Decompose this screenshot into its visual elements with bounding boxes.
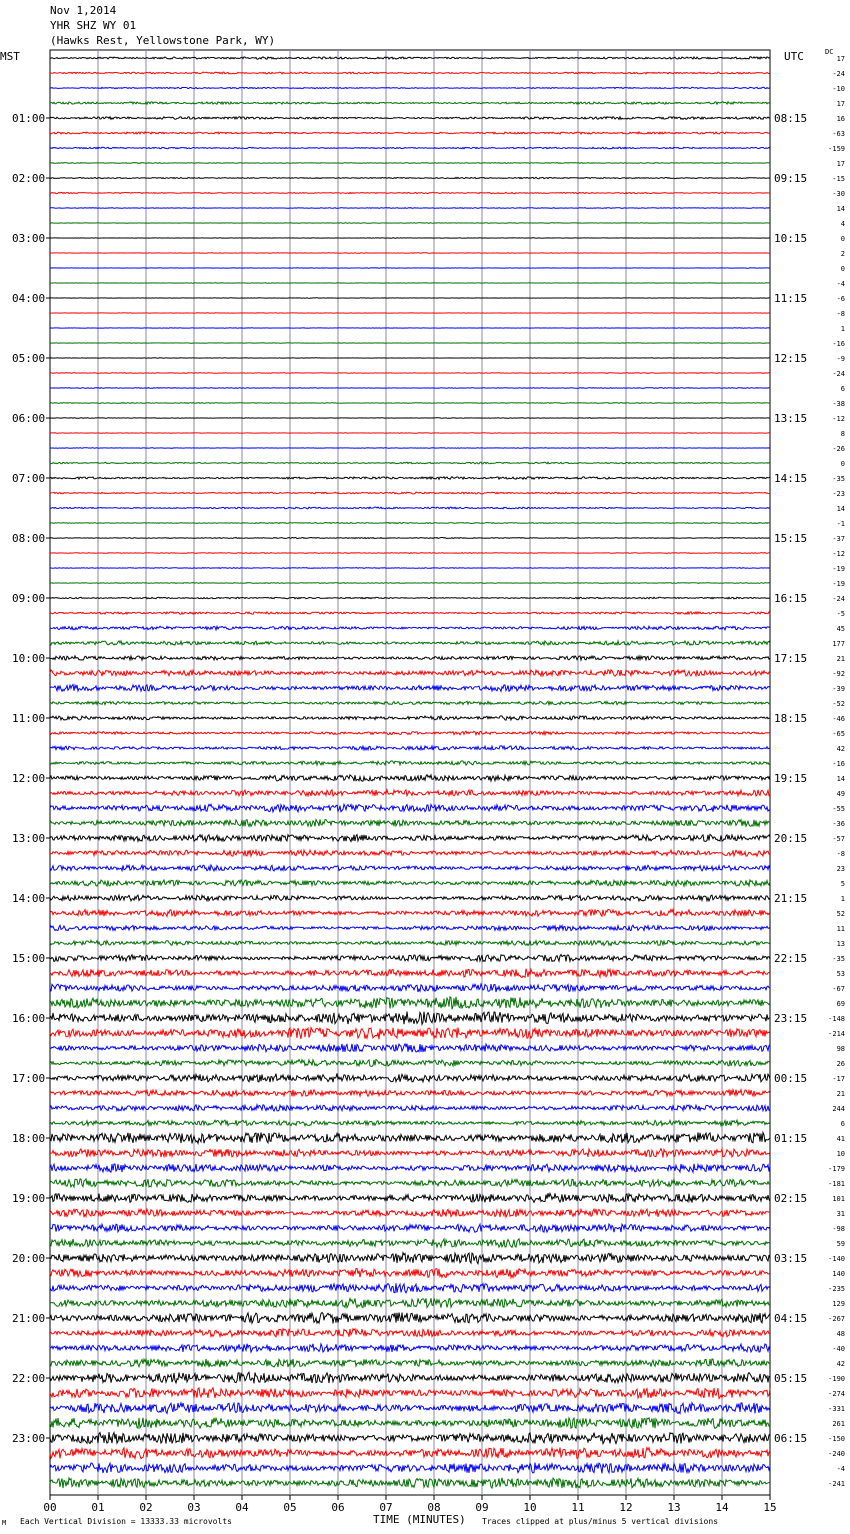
dc-offset-label: 48 — [836, 1330, 845, 1338]
utc-hour-label: 10:15 — [774, 232, 808, 245]
plot-frame — [50, 50, 770, 1495]
trace-line — [50, 656, 770, 660]
utc-hour-label: 11:15 — [774, 292, 808, 305]
date-title: Nov 1,2014 — [50, 4, 117, 17]
dc-offset-label: -235 — [828, 1285, 845, 1293]
dc-offset-label: 14 — [836, 505, 845, 513]
utc-hour-label: 16:15 — [774, 592, 808, 605]
dc-offset-label: -150 — [828, 1435, 845, 1443]
dc-offset-label: 59 — [836, 1240, 845, 1248]
trace-line — [50, 997, 770, 1009]
dc-offset-label: 177 — [832, 640, 845, 648]
dc-offset-label: -65 — [832, 730, 845, 738]
mst-hour-label: 03:00 — [12, 232, 46, 245]
x-tick-label: 02 — [139, 1501, 153, 1514]
dc-offset-label: 17 — [836, 55, 845, 63]
utc-hour-label: 17:15 — [774, 652, 808, 665]
trace-line — [50, 583, 770, 584]
dc-offset-label: -10 — [832, 85, 845, 93]
dc-offset-label: -19 — [832, 580, 845, 588]
trace-line — [50, 731, 770, 735]
trace-line — [50, 1432, 770, 1444]
trace-line — [50, 102, 770, 104]
mst-hour-label: 10:00 — [12, 652, 46, 665]
utc-hour-label: 14:15 — [774, 472, 808, 485]
trace-line — [50, 880, 770, 886]
trace-line — [50, 909, 770, 916]
station-title: YHR SHZ WY 01 — [50, 19, 137, 32]
dc-offset-label: -35 — [832, 475, 845, 483]
corner-glyph: M — [2, 1519, 7, 1527]
dc-offset-label: 42 — [836, 745, 845, 753]
dc-offset-label: -190 — [828, 1375, 845, 1383]
trace-line — [50, 1073, 770, 1082]
dc-offset-label: -267 — [828, 1315, 845, 1323]
dc-offset-label: 53 — [836, 970, 845, 978]
x-tick-label: 05 — [283, 1501, 297, 1514]
dc-offset-label: -35 — [832, 955, 845, 963]
trace-line — [50, 462, 770, 464]
dc-offset-label: 31 — [836, 1210, 845, 1218]
utc-hour-label: 09:15 — [774, 172, 808, 185]
dc-offset-label: -9 — [836, 355, 845, 363]
mst-hour-label: 12:00 — [12, 772, 46, 785]
dc-offset-label: -38 — [832, 400, 845, 408]
trace-line — [50, 597, 770, 599]
mst-hour-label: 17:00 — [12, 1072, 46, 1085]
mst-hour-label: 14:00 — [12, 892, 46, 905]
dc-offset-label: -39 — [832, 685, 845, 693]
trace-line — [50, 1359, 770, 1367]
trace-line — [50, 448, 770, 449]
dc-offset-label: -179 — [828, 1165, 845, 1173]
trace-line — [50, 820, 770, 827]
dc-offset-label: -241 — [828, 1480, 845, 1488]
trace-line — [50, 253, 770, 254]
dc-offset-label: -140 — [828, 1255, 845, 1263]
trace-line — [50, 969, 770, 978]
trace-line — [50, 1329, 770, 1337]
trace-line — [50, 1463, 770, 1474]
trace-line — [50, 984, 770, 992]
trace-line — [50, 685, 770, 692]
trace-line — [50, 1478, 770, 1489]
dc-offset-label: 6 — [840, 1120, 845, 1128]
dc-offset-label: -148 — [828, 1015, 845, 1023]
dc-offset-label: 69 — [836, 1000, 845, 1008]
mst-hour-label: 22:00 — [12, 1372, 46, 1385]
x-tick-label: 14 — [715, 1501, 729, 1514]
trace-line — [50, 1060, 770, 1067]
trace-line — [50, 865, 770, 871]
dc-offset-label: -92 — [832, 670, 845, 678]
clip-note: Traces clipped at plus/minus 5 vertical divisions — [482, 1517, 719, 1526]
trace-line — [50, 403, 770, 404]
dc-offset-label: -15 — [832, 175, 845, 183]
utc-hour-label: 12:15 — [774, 352, 808, 365]
dc-offset-label: 17 — [836, 100, 845, 108]
trace-line — [50, 1120, 770, 1126]
dc-axis-label: DC — [825, 48, 834, 56]
trace-line — [50, 1418, 770, 1429]
trace-line — [50, 1012, 770, 1025]
trace-line — [50, 1313, 770, 1324]
dc-offset-label: -55 — [832, 805, 845, 813]
trace-line — [50, 418, 770, 419]
dc-offset-label: -5 — [836, 610, 845, 618]
mst-hour-label: 08:00 — [12, 532, 46, 545]
dc-offset-label: -37 — [832, 535, 845, 543]
trace-line — [50, 1090, 770, 1097]
utc-hour-label: 03:15 — [774, 1252, 808, 1265]
trace-line — [50, 208, 770, 209]
trace-line — [50, 1448, 770, 1459]
trace-line — [50, 1044, 770, 1052]
trace-line — [50, 834, 770, 841]
trace-line — [50, 790, 770, 796]
x-tick-label: 08 — [427, 1501, 441, 1514]
x-tick-label: 07 — [379, 1501, 393, 1514]
trace-line — [50, 850, 770, 856]
trace-line — [50, 1028, 770, 1040]
dc-offset-label: -67 — [832, 985, 845, 993]
mst-hour-label: 20:00 — [12, 1252, 46, 1265]
dc-offset-label: 6 — [840, 385, 845, 393]
x-tick-label: 12 — [619, 1501, 633, 1514]
mst-hour-label: 11:00 — [12, 712, 46, 725]
utc-axis-label: UTC — [784, 50, 804, 63]
utc-hour-label: 21:15 — [774, 892, 808, 905]
trace-line — [50, 1344, 770, 1352]
dc-offset-label: -1 — [836, 520, 845, 528]
dc-offset-label: -98 — [832, 1225, 845, 1233]
dc-offset-label: -36 — [832, 820, 845, 828]
mst-hour-label: 09:00 — [12, 592, 46, 605]
dc-offset-label: 16 — [836, 115, 845, 123]
dc-offset-label: 1 — [840, 895, 845, 903]
utc-hour-label: 13:15 — [774, 412, 808, 425]
mst-hour-label: 13:00 — [12, 832, 46, 845]
trace-line — [50, 177, 770, 178]
dc-offset-label: -8 — [836, 850, 845, 858]
dc-offset-label: 261 — [832, 1420, 845, 1428]
dc-offset-label: -30 — [832, 190, 845, 198]
dc-offset-label: 8 — [840, 430, 845, 438]
dc-offset-label: 101 — [832, 1195, 845, 1203]
trace-line — [50, 433, 770, 434]
trace-line — [50, 1298, 770, 1308]
dc-offset-label: 41 — [836, 1135, 845, 1143]
dc-offset-label: 45 — [836, 625, 845, 633]
trace-line — [50, 1253, 770, 1264]
dc-offset-label: 14 — [836, 205, 845, 213]
dc-offset-label: 0 — [840, 265, 845, 273]
utc-hour-label: 05:15 — [774, 1372, 808, 1385]
trace-line — [50, 641, 770, 645]
x-tick-label: 04 — [235, 1501, 249, 1514]
x-tick-label: 06 — [331, 1501, 345, 1514]
mst-hour-label: 05:00 — [12, 352, 46, 365]
trace-line — [50, 1372, 770, 1383]
trace-line — [50, 1179, 770, 1187]
dc-offset-label: 0 — [840, 460, 845, 468]
trace-line — [50, 538, 770, 539]
utc-hour-label: 04:15 — [774, 1312, 808, 1325]
dc-offset-label: 140 — [832, 1270, 845, 1278]
dc-offset-label: -52 — [832, 700, 845, 708]
trace-line — [50, 761, 770, 765]
trace-line — [50, 1239, 770, 1248]
trace-line — [50, 507, 770, 509]
trace-line — [50, 87, 770, 88]
utc-hour-label: 00:15 — [774, 1072, 808, 1085]
trace-line — [50, 1149, 770, 1158]
trace-line — [50, 523, 770, 524]
utc-hour-label: 06:15 — [774, 1432, 808, 1445]
x-axis-title: TIME (MINUTES) — [373, 1513, 466, 1526]
scale-note: Each Vertical Division = 13333.33 microvolts — [20, 1517, 232, 1526]
utc-hour-label: 15:15 — [774, 532, 808, 545]
dc-offset-label: -331 — [828, 1405, 845, 1413]
location-title: (Hawks Rest, Yellowstone Park, WY) — [50, 34, 276, 47]
x-tick-label: 09 — [475, 1501, 489, 1514]
trace-line — [50, 804, 770, 812]
utc-hour-label: 02:15 — [774, 1192, 808, 1205]
trace-line — [50, 163, 770, 164]
dc-offset-label: 10 — [836, 1150, 845, 1158]
mst-hour-label: 07:00 — [12, 472, 46, 485]
dc-offset-label: -4 — [836, 1465, 845, 1473]
trace-line — [50, 1224, 770, 1232]
dc-offset-label: -16 — [832, 760, 845, 768]
dc-offset-label: 23 — [836, 865, 845, 873]
dc-offset-label: -181 — [828, 1180, 845, 1188]
x-tick-label: 10 — [523, 1501, 537, 1514]
trace-line — [50, 72, 770, 74]
dc-offset-label: -17 — [832, 1075, 845, 1083]
trace-line — [50, 117, 770, 120]
utc-hour-label: 08:15 — [774, 112, 808, 125]
trace-line — [50, 1403, 770, 1414]
dc-offset-label: 1 — [840, 325, 845, 333]
trace-line — [50, 1209, 770, 1217]
dc-offset-label: 11 — [836, 925, 845, 933]
dc-offset-label: 129 — [832, 1300, 845, 1308]
dc-offset-label: -12 — [832, 415, 845, 423]
dc-offset-label: -57 — [832, 835, 845, 843]
trace-line — [50, 746, 770, 750]
dc-offset-label: 0 — [840, 235, 845, 243]
trace-line — [50, 1105, 770, 1111]
trace-line — [50, 1388, 770, 1399]
trace-line — [50, 701, 770, 704]
dc-offset-label: 21 — [836, 655, 845, 663]
utc-hour-label: 20:15 — [774, 832, 808, 845]
dc-offset-label: -24 — [832, 370, 845, 378]
trace-line — [50, 716, 770, 720]
trace-line — [50, 955, 770, 962]
mst-axis-label: MST — [0, 50, 20, 63]
dc-offset-label: 2 — [840, 250, 845, 258]
trace-line — [50, 373, 770, 374]
trace-line — [50, 612, 770, 614]
mst-hour-label: 01:00 — [12, 112, 46, 125]
dc-offset-label: 5 — [840, 880, 845, 888]
mst-hour-label: 06:00 — [12, 412, 46, 425]
dc-offset-label: 98 — [836, 1045, 845, 1053]
utc-hour-label: 23:15 — [774, 1012, 808, 1025]
dc-offset-label: -240 — [828, 1450, 845, 1458]
trace-line — [50, 1132, 770, 1143]
mst-hour-label: 04:00 — [12, 292, 46, 305]
dc-offset-label: -12 — [832, 550, 845, 558]
mst-hour-label: 18:00 — [12, 1132, 46, 1145]
utc-hour-label: 22:15 — [774, 952, 808, 965]
dc-offset-label: 13 — [836, 940, 845, 948]
dc-offset-label: -40 — [832, 1345, 845, 1353]
x-tick-label: 01 — [91, 1501, 105, 1514]
trace-line — [50, 895, 770, 901]
trace-line — [50, 132, 770, 134]
mst-hour-label: 02:00 — [12, 172, 46, 185]
x-tick-label: 13 — [667, 1501, 681, 1514]
dc-offset-label: 17 — [836, 160, 845, 168]
dc-offset-label: 49 — [836, 790, 845, 798]
trace-line — [50, 223, 770, 224]
mst-hour-label: 19:00 — [12, 1192, 46, 1205]
x-tick-label: 03 — [187, 1501, 201, 1514]
trace-line — [50, 925, 770, 930]
trace-line — [50, 477, 770, 480]
trace-line — [50, 1283, 770, 1293]
dc-offset-label: -4 — [836, 280, 845, 288]
dc-offset-label: -24 — [832, 70, 845, 78]
dc-offset-label: 42 — [836, 1360, 845, 1368]
dc-offset-label: -6 — [836, 295, 845, 303]
trace-line — [50, 147, 770, 149]
trace-line — [50, 553, 770, 554]
dc-offset-label: 26 — [836, 1060, 845, 1068]
dc-offset-label: -8 — [836, 310, 845, 318]
x-tick-label: 15 — [763, 1501, 777, 1514]
trace-line — [50, 568, 770, 569]
mst-hour-label: 16:00 — [12, 1012, 46, 1025]
trace-line — [50, 492, 770, 494]
mst-hour-label: 21:00 — [12, 1312, 46, 1325]
dc-offset-label: 4 — [840, 220, 845, 228]
trace-line — [50, 1164, 770, 1172]
dc-offset-label: -46 — [832, 715, 845, 723]
dc-offset-label: -24 — [832, 595, 845, 603]
mst-hour-label: 23:00 — [12, 1432, 46, 1445]
trace-line — [50, 1193, 770, 1202]
dc-offset-label: -19 — [832, 565, 845, 573]
dc-offset-label: 244 — [832, 1105, 845, 1113]
trace-line — [50, 192, 770, 193]
trace-line — [50, 775, 770, 782]
trace-line — [50, 388, 770, 389]
trace-line — [50, 57, 770, 59]
dc-offset-label: -159 — [828, 145, 845, 153]
utc-hour-label: 19:15 — [774, 772, 808, 785]
dc-offset-label: 14 — [836, 775, 845, 783]
dc-offset-label: 52 — [836, 910, 845, 918]
utc-hour-label: 01:15 — [774, 1132, 808, 1145]
dc-offset-label: -26 — [832, 445, 845, 453]
trace-line — [50, 670, 770, 677]
dc-offset-label: 21 — [836, 1090, 845, 1098]
mst-hour-label: 15:00 — [12, 952, 46, 965]
x-tick-label: 00 — [43, 1501, 57, 1514]
trace-line — [50, 940, 770, 945]
trace-line — [50, 1269, 770, 1278]
dc-offset-label: -23 — [832, 490, 845, 498]
trace-line — [50, 626, 770, 630]
utc-hour-label: 18:15 — [774, 712, 808, 725]
dc-offset-label: -63 — [832, 130, 845, 138]
dc-offset-label: -16 — [832, 340, 845, 348]
dc-offset-label: -274 — [828, 1390, 845, 1398]
x-tick-label: 11 — [571, 1501, 585, 1514]
dc-offset-label: -214 — [828, 1030, 845, 1038]
